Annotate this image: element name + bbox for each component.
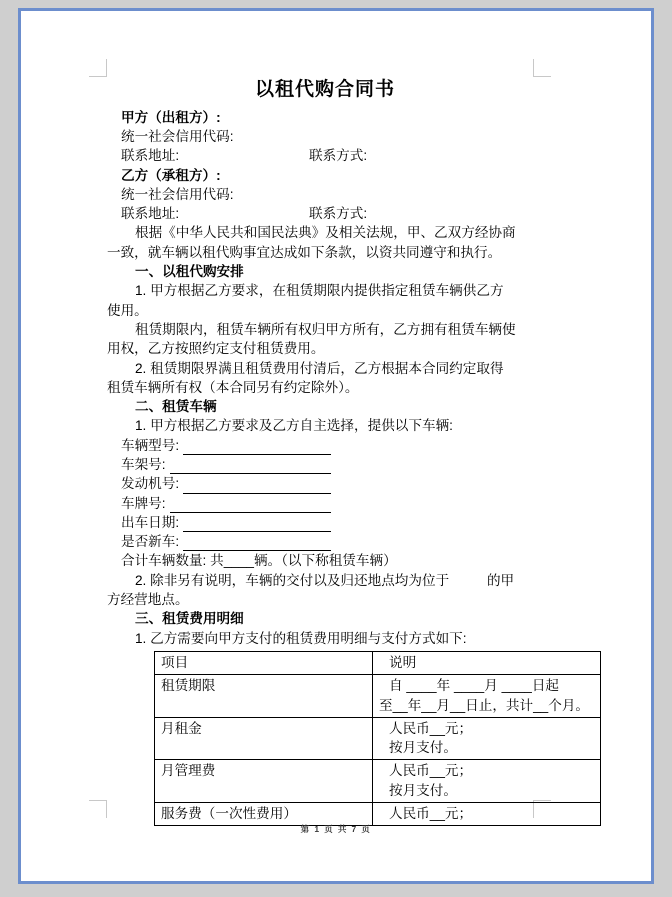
document-body (107, 77, 590, 826)
margin-mark-bottom-left-icon (89, 800, 107, 818)
section-one-heading: 一、以租代购安排 (135, 264, 244, 280)
party-b-contact-label: 联系方式: (309, 206, 368, 222)
preamble-line-1: 根据《中华人民共和国民法典》及相关法规，甲、乙双方经协商 (135, 225, 516, 241)
vehicle-model-blank[interactable] (183, 439, 331, 455)
table-row (155, 760, 601, 803)
vin-field-row (107, 455, 543, 474)
section-two-item2-line2: 方经营地点。 (107, 592, 189, 608)
vin-label: 车架号: (121, 456, 166, 472)
section-one-para2-line2: 用权，乙方按照约定支付租赁费用。 (107, 341, 325, 357)
section-one-para2-line1: 租赁期限内，租赁车辆所有权归甲方所有，乙方拥有租赁车辆使 (135, 321, 516, 337)
document-title: 以租代购合同书 (254, 79, 395, 100)
fee-desc-service-fee-line-1: 人民币__元； (389, 806, 473, 822)
plate-number-label: 车牌号: (121, 495, 166, 511)
fee-desc-lease-term-line-1: 自 ____年 ____月 ____日起 (389, 678, 560, 694)
party-a-credit-code-label: 统一社会信用代码: (121, 128, 234, 144)
fee-item-monthly-management: 月管理费 (155, 760, 373, 803)
party-a-label: 甲方（出租方）: (121, 109, 221, 125)
vehicle-total-count-line: 合计车辆数量: 共____辆。（以下称租赁车辆） (121, 553, 397, 569)
is-new-vehicle-label: 是否新车: (121, 534, 180, 550)
party-b-credit-code-label: 统一社会信用代码: (121, 186, 234, 202)
plate-number-field-row (107, 494, 543, 513)
party-a-contact-row (107, 146, 543, 165)
fee-desc-lease-term-line-2: 至__年__月__日止，共计__个月。 (379, 697, 590, 713)
table-row (155, 717, 601, 760)
section-three-heading: 三、租赁费用明细 (135, 611, 244, 627)
party-a-contact-label: 联系方式: (309, 148, 368, 164)
preamble-line-2: 一致，就车辆以租代购事宜达成如下条款，以资共同遵守和执行。 (107, 244, 502, 260)
fee-desc-monthly-management (373, 760, 601, 803)
section-one-item1-line2: 使用。 (107, 302, 148, 318)
engine-number-label: 发动机号: (121, 476, 180, 492)
fee-desc-monthly-rent (373, 717, 601, 760)
fee-desc-monthly-management-line-2: 按月支付。 (389, 782, 457, 798)
fee-item-service-fee: 服务费（一次性费用） (155, 803, 373, 826)
page-content-area (21, 11, 651, 881)
section-two-item1: 1. 甲方根据乙方要求及乙方自主选择，提供以下车辆: (135, 418, 453, 434)
margin-mark-top-right-icon (533, 59, 551, 77)
fee-desc-monthly-management-line-1: 人民币__元； (389, 763, 473, 779)
vehicle-model-field-row (107, 436, 543, 455)
delivery-date-label: 出车日期: (121, 514, 180, 530)
plate-number-blank[interactable] (170, 497, 331, 513)
fee-desc-monthly-rent-line-2: 按月支付。 (389, 740, 457, 756)
party-b-address-label: 联系地址: (121, 206, 180, 222)
table-header-description-text: 说明 (389, 654, 417, 670)
party-b-contact-row (107, 204, 543, 223)
margin-mark-top-left-icon (89, 59, 107, 77)
fee-item-lease-term: 租赁期限 (155, 675, 373, 718)
fee-item-monthly-rent: 月租金 (155, 717, 373, 760)
section-two-item2-line1: 2. 除非另有说明，车辆的交付以及归还地点均为位于 的甲 (135, 572, 515, 588)
section-two-heading: 二、租赁车辆 (135, 399, 217, 415)
section-three-item1: 1. 乙方需要向甲方支付的租赁费用明细与支付方式如下: (135, 630, 467, 646)
fee-desc-lease-term (373, 675, 601, 718)
fee-desc-monthly-rent-line-1: 人民币__元； (389, 720, 473, 736)
section-one-item1-line1: 1. 甲方根据乙方要求，在租赁期限内提供指定租赁车辆供乙方 (135, 283, 504, 299)
delivery-date-blank[interactable] (183, 516, 331, 532)
section-one-item2-line2: 租赁车辆所有权（本合同另有约定除外）。 (107, 379, 359, 395)
party-b-label: 乙方（承租方）: (121, 167, 221, 183)
engine-number-blank[interactable] (183, 478, 331, 494)
table-header-row (155, 651, 601, 674)
page-footer: 第 1 页 共 7 页 (300, 824, 372, 834)
table-header-item: 项目 (155, 651, 373, 674)
delivery-date-field-row (107, 513, 543, 532)
engine-number-field-row (107, 474, 543, 493)
section-one-item2-line1: 2. 租赁期限界满且租赁费用付清后，乙方根据本合同约定取得 (135, 360, 504, 376)
table-header-description (373, 651, 601, 674)
party-a-address-label: 联系地址: (121, 148, 180, 164)
is-new-vehicle-blank[interactable] (183, 535, 331, 551)
is-new-vehicle-field-row (107, 532, 543, 551)
vehicle-model-label: 车辆型号: (121, 437, 180, 453)
document-page (18, 8, 654, 884)
fee-detail-table (154, 651, 601, 826)
table-row (155, 675, 601, 718)
vin-blank[interactable] (170, 458, 331, 474)
